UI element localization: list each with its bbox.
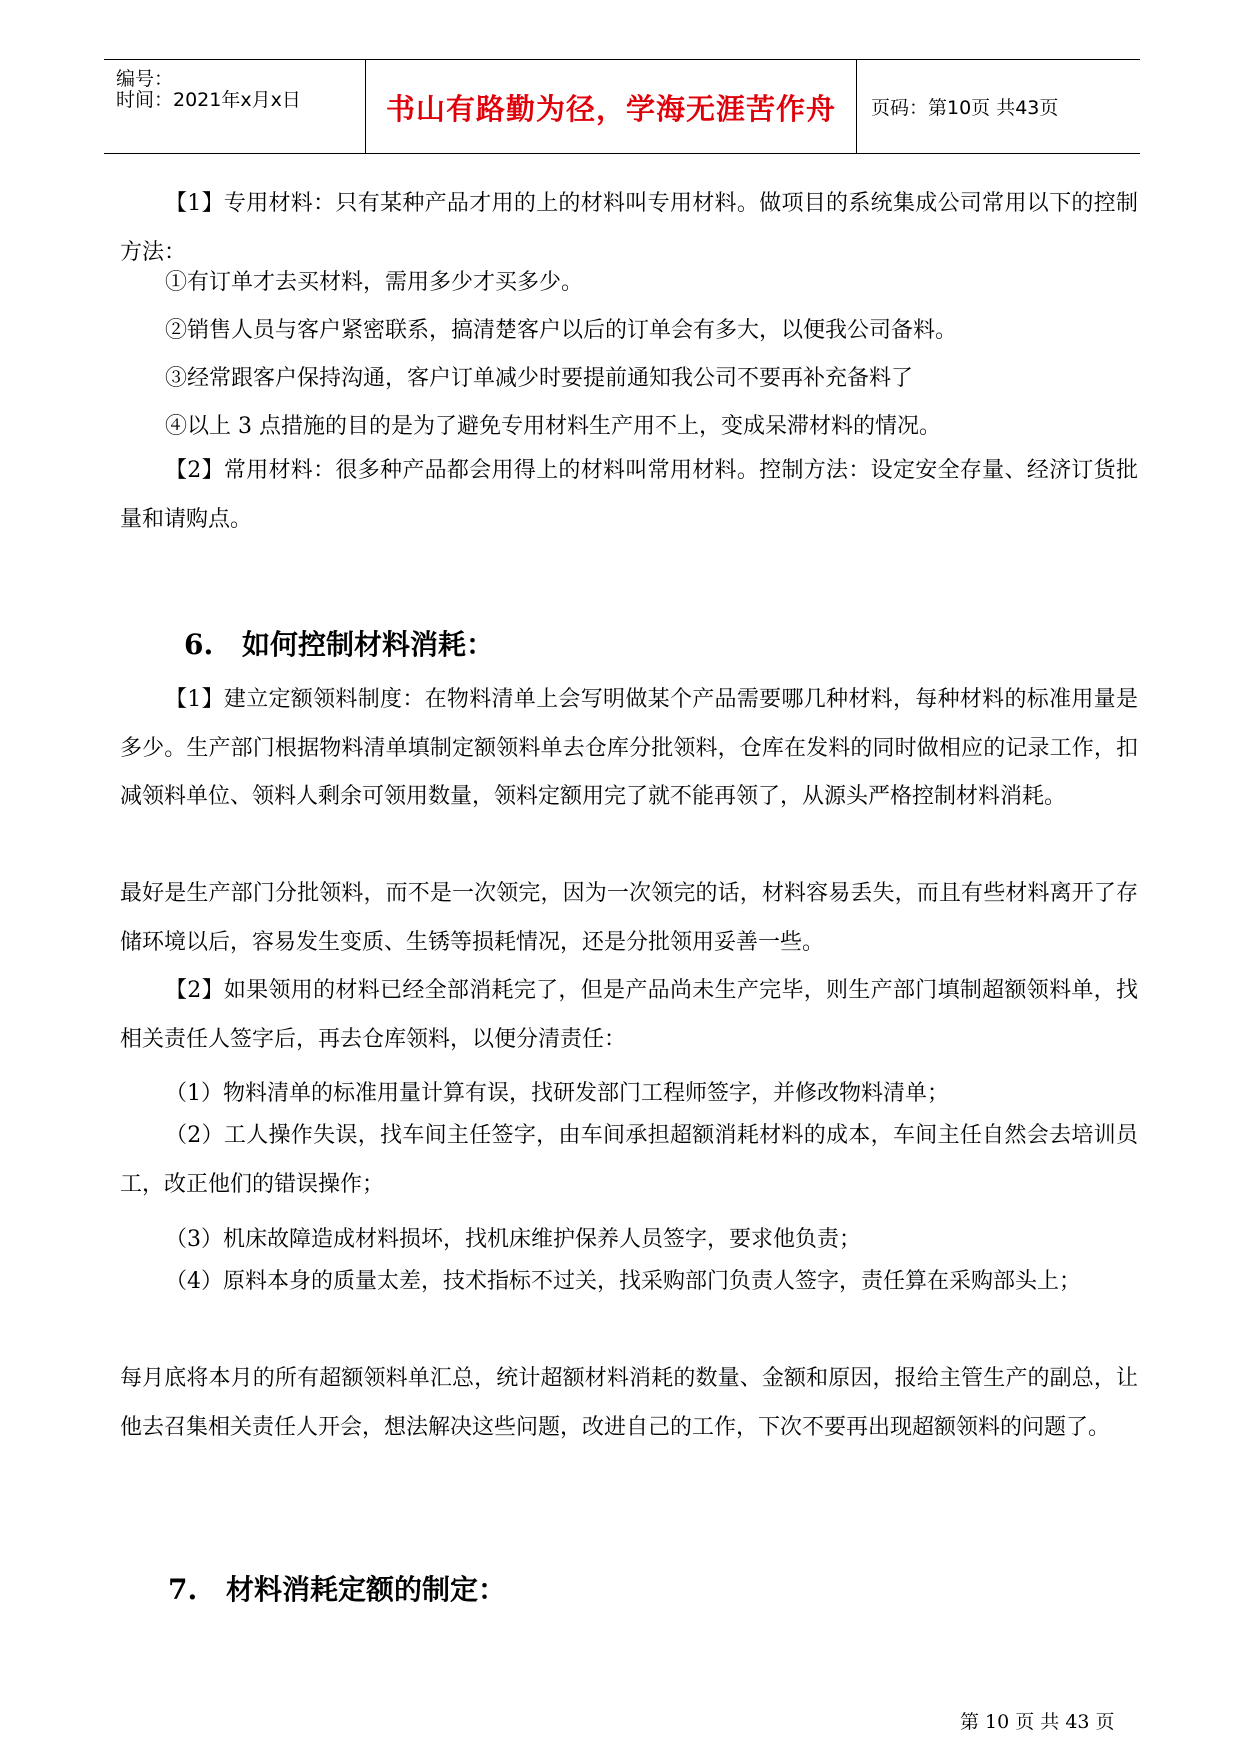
- document-time-label: 时间：2021年x月x日: [116, 89, 301, 111]
- responsibility-item-4: （4）原料本身的质量太差，技术指标不过关，找采购部门负责人签字，责任算在采购部头上；: [165, 1269, 1082, 1294]
- list-item-2: ②销售人员与客户紧密联系，搞清楚客户以后的订单会有多大，以便我公司备料。: [165, 318, 958, 343]
- list-item-3: ③经常跟客户保持沟通，客户订单减少时要提前通知我公司不要再补充备料了: [165, 366, 914, 391]
- section-7-number: 7.: [168, 1573, 198, 1606]
- list-item-1: ①有订单才去买材料，需用多少才买多少。: [165, 270, 584, 295]
- list-item-4: ④以上 3 点措施的目的是为了避免专用材料生产用不上，变成呆滞材料的情况。: [165, 414, 941, 439]
- document-number-label: 编号：: [116, 68, 174, 90]
- paragraph-monthly-summary: 每月底将本月的所有超额领料单汇总，统计超额材料消耗的数量、金额和原因，报给主管生产的副总，让他去召集相关责任人开会，想法解决这些问题，改进自己的工作，下次不要再出现超额领料的问题了。: [120, 1366, 1138, 1440]
- paragraph-excess-requisition: 【2】如果领用的材料已经全部消耗完了，但是产品尚未生产完毕，则生产部门填制超额领料单，找相关责任人签字后，再去仓库领料，以便分清责任：: [120, 978, 1138, 1052]
- header-motto-cell: [365, 60, 857, 153]
- responsibility-item-2: （2）工人操作失误，找车间主任签字，由车间承担超额消耗材料的成本，车间主任自然会去培训员工，改正他们的错误操作；: [120, 1123, 1138, 1197]
- header-motto: 书山有路勤为径，学海无涯苦作舟: [385, 92, 836, 126]
- section-6-number: 6.: [184, 628, 214, 661]
- paragraph-common-materials: 【2】常用材料：很多种产品都会用得上的材料叫常用材料。控制方法：设定安全存量、经济订货批量和请购点。: [120, 458, 1138, 532]
- section-6-heading: [184, 623, 494, 663]
- header-left-cell: [104, 60, 364, 153]
- page-header: [104, 59, 1140, 154]
- header-right-cell: [856, 60, 1140, 153]
- header-page-info: 页码：第10页 共43页: [871, 97, 1059, 119]
- page-footer: 第 10 页 共 43 页: [960, 1711, 1115, 1733]
- section-7-title: 材料消耗定额的制定：: [226, 1573, 507, 1606]
- responsibility-item-1: （1）物料清单的标准用量计算有误，找研发部门工程师签字，并修改物料清单；: [165, 1081, 949, 1106]
- responsibility-item-3: （3）机床故障造成材料损坏，找机床维护保养人员签字，要求他负责；: [165, 1227, 861, 1252]
- paragraph-quota-system: 【1】建立定额领料制度：在物料清单上会写明做某个产品需要哪几种材料，每种材料的标准用量是多少。生产部门根据物料清单填制定额领料单去仓库分批领料，仓库在发料的同时做相应的记录工作，扣减领料单位、领料人剩余可领用数量，领料定额用完了就不能再领了，从源头严格控制材料消耗。: [120, 687, 1138, 809]
- paragraph-batch-requisition: 最好是生产部门分批领料，而不是一次领完，因为一次领完的话，材料容易丢失，而且有些材料离开了存储环境以后，容易发生变质、生锈等损耗情况，还是分批领用妥善一些。: [120, 881, 1138, 955]
- section-7-heading: [168, 1568, 506, 1608]
- section-6-title: 如何控制材料消耗：: [242, 628, 495, 661]
- paragraph-special-materials: 【1】专用材料：只有某种产品才用的上的材料叫专用材料。做项目的系统集成公司常用以下的控制方法：: [120, 191, 1138, 265]
